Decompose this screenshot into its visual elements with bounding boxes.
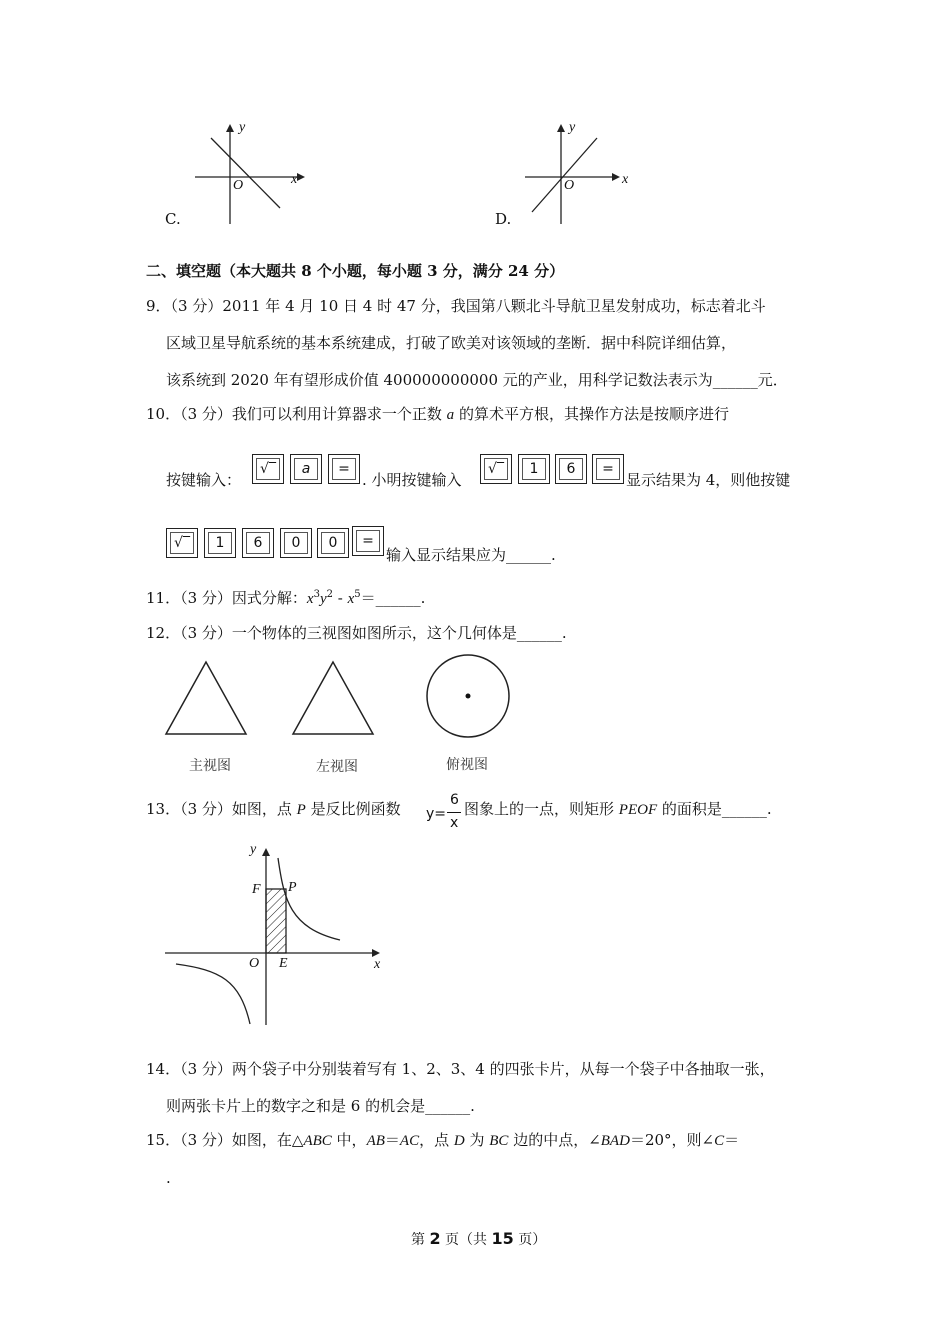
graph-d-x-label: x [622, 172, 629, 187]
calc-key-0: 0 [280, 528, 312, 558]
q15-var-ab: AB [366, 1133, 385, 1149]
q11-var-x2: x [347, 591, 355, 607]
footer-total-pages: 15 [491, 1229, 514, 1248]
q13-e-label: E [279, 956, 288, 971]
q11-minus: ‐ [333, 589, 348, 607]
calc-key-1: 1 [204, 528, 236, 558]
q13-func-y: y= [426, 806, 447, 822]
q11-line [146, 588, 425, 609]
section-title: 二、填空题（本大题共 8 个小题，每小题 3 分，满分 24 分） [146, 262, 565, 280]
top-view-center-dot [466, 694, 471, 699]
q13-prefix: 13．（3 分）如图，点 [146, 800, 297, 818]
q13-post-1: 图象上的一点，则矩形 [464, 800, 619, 818]
q15-text-6: ＝ [724, 1131, 740, 1149]
q13-x-label: x [374, 957, 381, 972]
q9-line-2: 区域卫星导航系统的基本系统建成，打破了欧美对该领域的垄断．据中科院详细估算， [166, 334, 737, 352]
footer-suffix: 页） [513, 1232, 547, 1248]
q10-line-1 [146, 404, 729, 425]
q12-line: 12．（3 分）一个物体的三视图如图所示，这个几何体是______. [146, 624, 567, 642]
option-c-label: C. [165, 210, 181, 228]
q11-var-y: y [319, 591, 327, 607]
q10-line-2a: 按键输入： [166, 471, 242, 489]
left-view-caption: 左视图 [316, 759, 358, 775]
q13-p-label: P [288, 880, 297, 895]
q10-line-2c: 显示结果为 4，则他按键 [626, 471, 791, 489]
page-footer [411, 1229, 546, 1250]
q11-suffix: ＝______. [360, 589, 426, 607]
q11-exp-2: 2 [326, 589, 333, 600]
footer-prefix: 第 [411, 1232, 430, 1248]
graph-d-origin-label: O [564, 178, 575, 193]
front-view-caption: 主视图 [189, 758, 231, 774]
graph-c-origin-label: O [233, 178, 244, 193]
q11-exp-1: 3 [313, 589, 320, 600]
q13-hyperbola-graph [160, 840, 390, 1030]
front-view-triangle [166, 662, 246, 734]
q15-text-4: 边的中点，∠ [508, 1131, 601, 1149]
graph-c-y-label: y [239, 120, 246, 135]
q10-text-1b: 的算术平方根，其操作方法是按顺序进行 [454, 405, 729, 423]
q13-fraction-bar [447, 812, 461, 813]
footer-page-number: 2 [429, 1229, 441, 1248]
option-d-label: D. [495, 210, 512, 228]
left-view-triangle [293, 662, 373, 734]
q15-text-1: 中， [331, 1131, 367, 1149]
q15-var-d: D [453, 1133, 465, 1149]
q15-text-3: 为 [464, 1131, 490, 1149]
q15-var-ac: AC [399, 1133, 420, 1149]
q13-origin-label: O [249, 956, 260, 971]
q15-eq: ＝ [384, 1131, 400, 1149]
calc-key-equals: = [592, 454, 624, 484]
q10-line-3: 输入显示结果应为______. [386, 546, 556, 564]
q13-mid: 是反比例函数 [305, 800, 401, 818]
footer-mid: 页（共 [440, 1232, 492, 1248]
calc-key-sqrt: √‾ [252, 454, 284, 484]
calc-key-equals: = [352, 526, 384, 556]
q14-line-2: 则两张卡片上的数字之和是 6 的机会是______. [166, 1097, 475, 1115]
q13-func-numerator: 6 [450, 792, 459, 808]
q13-line-b [464, 799, 772, 820]
q13-f-label: F [252, 882, 261, 897]
q14-line-1: 14．（3 分）两个袋子中分别装着写有 1、2、3、4 的四张卡片，从每一个袋子中各抽取一张， [146, 1060, 775, 1078]
graph-c-x-label: x [291, 172, 298, 187]
q13-var-p: P [296, 802, 306, 818]
q13-var-peof: PEOF [618, 802, 658, 818]
top-view-caption: 俯视图 [446, 757, 488, 773]
q15-line-1 [146, 1130, 739, 1151]
q13-line-a [146, 799, 401, 820]
calc-key-sqrt: √‾ [480, 454, 512, 484]
q15-var-abc: ABC [303, 1133, 332, 1149]
q15-var-bc: BC [489, 1133, 509, 1149]
calc-key-6: 6 [555, 454, 587, 484]
q11-var-x: x [306, 591, 314, 607]
q10-text-1a: 10．（3 分）我们可以利用计算器求一个正数 [146, 405, 447, 423]
q15-prefix: 15．（3 分）如图，在△ [146, 1131, 304, 1149]
calc-key-0: 0 [317, 528, 349, 558]
q15-var-c: C [714, 1133, 725, 1149]
q15-line-2: . [166, 1169, 171, 1187]
q13-post-2: 的面积是______. [657, 800, 772, 818]
q10-var-a: a [446, 407, 455, 423]
calc-key-a: a [290, 454, 322, 484]
q11-prefix: 11．（3 分）因式分解： [146, 589, 307, 607]
q15-text-5: ＝20°，则∠ [629, 1131, 715, 1149]
three-view-figures [160, 652, 520, 742]
q15-var-bad: BAD [600, 1133, 630, 1149]
calc-key-1: 1 [518, 454, 550, 484]
q15-text-2: ，点 [419, 1131, 454, 1149]
calc-key-equals: = [328, 454, 360, 484]
calc-key-6: 6 [242, 528, 274, 558]
graph-d-y-label: y [569, 120, 576, 135]
calc-key-sqrt: √‾ [166, 528, 198, 558]
q10-line-2b: . 小明按键输入 [362, 471, 462, 489]
q9-line-3: 该系统到 2020 年有望形成价值 400000000000 元的产业，用科学记数法表示为______元． [166, 371, 788, 389]
q11-exp-3: 5 [354, 589, 361, 600]
q13-func-denominator: x [450, 815, 459, 831]
q13-y-label: y [250, 842, 257, 857]
q9-line-1: 9．（3 分）2011 年 4 月 10 日 4 时 47 分，我国第八颗北斗导航卫星发射成功，标志着北斗 [146, 297, 766, 315]
